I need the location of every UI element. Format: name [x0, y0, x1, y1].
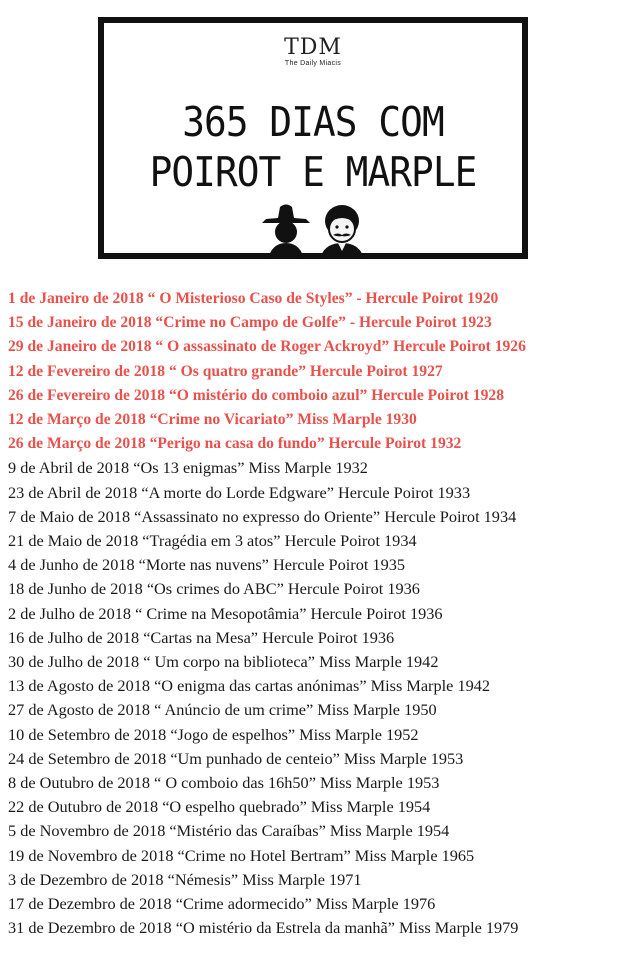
list-item: 7 de Maio de 2018 “Assassinato no expresso do Oriente” Hercule Poirot 1934 [8, 506, 517, 526]
page-title [121, 97, 506, 197]
list-item: 2 de Julho de 2018 “ Crime na Mesopotâmia” Hercule Poirot 1936 [8, 603, 443, 623]
title-line-2: POIROT E MARPLE [149, 148, 477, 196]
detective-silhouettes [254, 199, 384, 259]
list-item: 19 de Novembro de 2018 “Crime no Hotel Bertram” Miss Marple 1965 [8, 845, 475, 865]
miss-marple-silhouette-icon [262, 205, 310, 260]
list-item: 3 de Dezembro de 2018 “Némesis” Miss Marple 1971 [8, 869, 362, 889]
list-item: 26 de Fevereiro de 2018 “O mistério do comboio azul” Hercule Poirot 1928 [8, 386, 505, 404]
list-item: 12 de Fevereiro de 2018 “ Os quatro grande” Hercule Poirot 1927 [8, 362, 443, 380]
book-schedule-list [8, 287, 636, 940]
list-item: 8 de Outubro de 2018 “ O comboio das 16h50” Miss Marple 1953 [8, 773, 440, 793]
list-item: 29 de Janeiro de 2018 “ O assassinato de Roger Ackroyd” Hercule Poirot 1926 [8, 338, 526, 356]
list-item: 17 de Dezembro de 2018 “Crime adormecido” Miss Marple 1976 [8, 894, 436, 914]
list-item: 12 de Março de 2018 “Crime no Vicariato” Miss Marple 1930 [8, 411, 417, 429]
hercule-poirot-silhouette-icon [320, 205, 364, 259]
list-item: 27 de Agosto de 2018 “ Anúncio de um crime” Miss Marple 1950 [8, 700, 437, 720]
list-item: 23 de Abril de 2018 “A morte do Lorde Edgware” Hercule Poirot 1933 [8, 482, 471, 502]
list-item: 18 de Junho de 2018 “Os crimes do ABC” Hercule Poirot 1936 [8, 579, 420, 599]
list-item: 10 de Setembro de 2018 “Jogo de espelhos” Miss Marple 1952 [8, 724, 419, 744]
logo [104, 37, 522, 67]
list-item: 26 de Março de 2018 “Perigo na casa do fundo” Hercule Poirot 1932 [8, 435, 462, 453]
list-item: 16 de Julho de 2018 “Cartas na Mesa” Hercule Poirot 1936 [8, 627, 395, 647]
title-banner [98, 17, 528, 259]
logo-mark: TDM [284, 35, 342, 60]
list-item: 24 de Setembro de 2018 “Um punhado de centeio” Miss Marple 1953 [8, 748, 464, 768]
list-item: 31 de Dezembro de 2018 “O mistério da Estrela da manhã” Miss Marple 1979 [8, 918, 519, 938]
list-item: 4 de Junho de 2018 “Morte nas nuvens” Hercule Poirot 1935 [8, 555, 405, 575]
title-line-1: 365 DIAS COM [182, 98, 444, 146]
list-item: 13 de Agosto de 2018 “O enigma das cartas anónimas” Miss Marple 1942 [8, 676, 491, 696]
list-item: 21 de Maio de 2018 “Tragédia em 3 atos” Hercule Poirot 1934 [8, 531, 417, 551]
list-item: 1 de Janeiro de 2018 “ O Misterioso Caso de Styles” - Hercule Poirot 1920 [8, 290, 499, 307]
logo-subtitle: The Daily Miacis [284, 60, 342, 67]
list-item: 5 de Novembro de 2018 “Mistério das Caraíbas” Miss Marple 1954 [8, 821, 450, 841]
list-item: 9 de Abril de 2018 “Os 13 enigmas” Miss Marple 1932 [8, 458, 368, 478]
list-item: 22 de Outubro de 2018 “O espelho quebrado” Miss Marple 1954 [8, 797, 431, 817]
list-item: 30 de Julho de 2018 “ Um corpo na biblioteca” Miss Marple 1942 [8, 652, 439, 672]
list-item: 15 de Janeiro de 2018 “Crime no Campo de Golfe” - Hercule Poirot 1923 [8, 314, 492, 332]
